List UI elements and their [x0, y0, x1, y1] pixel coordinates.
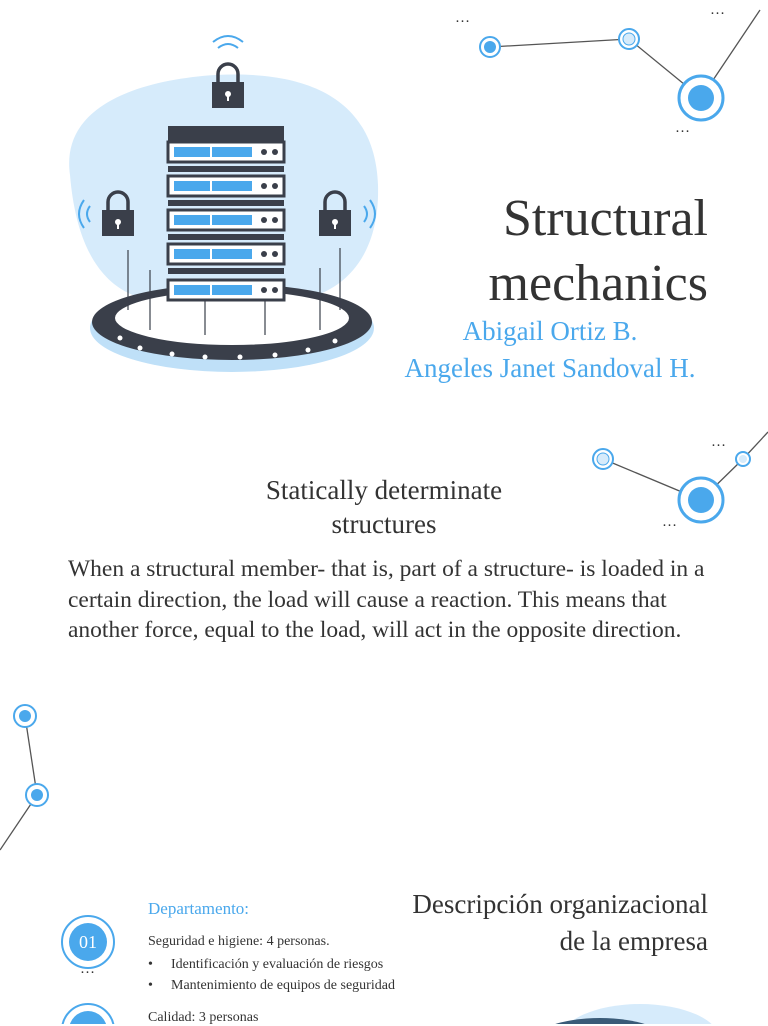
department-label: Departamento: [148, 899, 250, 918]
slide-title-line: Structural [502, 190, 708, 247]
bullet-item: • Identificación y evaluación de riesgos [148, 954, 395, 975]
ellipsis-marker: … [80, 961, 95, 977]
section-heading-line: Statically determinate [265, 475, 503, 505]
number-badge: 01 [79, 932, 97, 952]
ellipsis-marker: … [711, 434, 726, 450]
padlock-icon-top [212, 36, 244, 108]
ellipsis-marker: … [455, 10, 470, 26]
slide-title-line: mechanics [488, 255, 708, 312]
slide-title [440, 186, 708, 316]
department-bullets [148, 954, 395, 996]
organization-title-line: de la empresa [559, 926, 708, 956]
ellipsis-marker: … [662, 514, 677, 530]
bullet-item: • Mantenimiento de equipos de seguridad [148, 975, 395, 996]
body-paragraph: When a structural member- that is, part of a structure- is loaded in a certain direction, the load will cause a reaction. This means that another force, equal to the load, will act in the opposite direction. [68, 556, 705, 643]
department-entry: Calidad: 3 personas [148, 1010, 259, 1025]
department-entry: Seguridad e higiene: 4 personas. [148, 934, 330, 949]
author-name: Angeles Janet Sandoval H. [404, 353, 696, 383]
server-security-illustration [69, 36, 378, 372]
ellipsis-marker: … [710, 2, 725, 18]
organization-title-line: Descripción organizacional [412, 889, 708, 919]
section-heading [214, 473, 554, 541]
ellipsis-marker: … [675, 120, 690, 136]
section-heading-line: structures [331, 509, 437, 539]
organization-title [350, 886, 708, 960]
author-name: Abigail Ortiz B. [462, 316, 638, 346]
